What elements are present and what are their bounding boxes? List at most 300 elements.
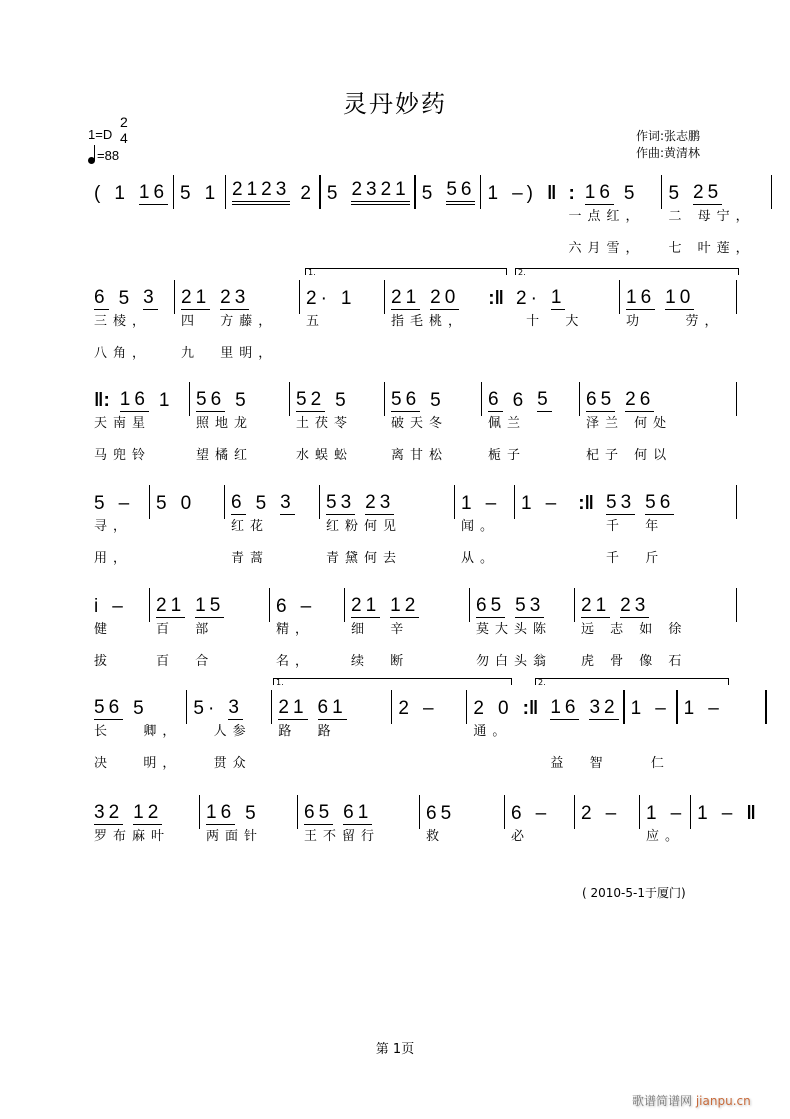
lyric-verse-1: 三棱，	[94, 314, 152, 329]
measure	[225, 485, 320, 567]
note-group: 5	[94, 493, 109, 514]
measure	[270, 588, 345, 670]
measure-notes	[521, 489, 594, 515]
note-group: 12	[133, 802, 163, 823]
note-group: 3	[280, 492, 295, 513]
measure	[691, 795, 762, 877]
note-group: –	[485, 493, 501, 514]
measure	[272, 690, 392, 772]
lyric-verse-2: 从。	[461, 551, 500, 566]
measure-notes	[94, 592, 144, 618]
measure	[187, 690, 272, 772]
note-group: 2	[473, 698, 488, 719]
volta-bracket	[305, 268, 507, 275]
note-group: 61	[343, 802, 373, 823]
lyric-verse-1: 天南星	[94, 416, 152, 431]
note-group: 61	[317, 697, 347, 718]
note-group: 1	[204, 183, 220, 204]
measure-notes	[94, 284, 169, 310]
lyric-verse-2	[304, 861, 414, 877]
barline-sign: :‖	[488, 288, 504, 309]
note-group: 1	[521, 493, 536, 514]
measure	[385, 382, 482, 464]
measure	[150, 485, 225, 567]
measure	[174, 175, 226, 257]
measure	[88, 280, 175, 362]
lyric-verse-1: 罗布麻叶	[94, 829, 171, 844]
note-group: 5	[421, 183, 437, 204]
note-group: 1	[158, 390, 174, 411]
lyric-verse-1: 救	[426, 829, 446, 844]
note-group: 5	[668, 183, 684, 204]
note-group: 16	[206, 802, 236, 823]
note-group: 2321	[351, 179, 409, 205]
measure-notes	[668, 179, 766, 205]
lyric-verse-2	[306, 346, 379, 362]
measure-notes	[488, 386, 574, 412]
note-group: –)	[512, 183, 537, 204]
note-group: 6	[488, 389, 503, 410]
page-number: 第 1页	[375, 1042, 415, 1057]
barline-sign: :‖	[578, 493, 594, 514]
measure-notes	[586, 386, 731, 412]
lyric-verse-2: 杞子 何以	[586, 448, 673, 463]
measure-notes	[304, 799, 414, 825]
note-group: 15	[195, 595, 225, 616]
measure-notes	[351, 592, 464, 618]
measure-notes	[550, 694, 618, 720]
lyric-verse-2	[327, 241, 410, 257]
note-group: 5	[118, 288, 134, 309]
note-group: 23	[620, 595, 650, 616]
note-group: 56	[645, 492, 675, 513]
note-group: 5·	[193, 698, 219, 719]
volta-label: 1.	[308, 268, 316, 277]
measure-notes	[326, 489, 449, 515]
lyric-verse-1: 五	[306, 314, 326, 329]
note-group: –	[721, 803, 737, 824]
note-group: 1	[487, 183, 503, 204]
note-group: 1	[114, 183, 129, 204]
measure	[200, 795, 298, 877]
measure-notes	[156, 489, 219, 515]
note-group: 65	[476, 595, 506, 616]
staff-row	[88, 795, 762, 877]
lyric-verse-2: 虎 骨 像 石	[581, 654, 688, 669]
measure	[510, 280, 620, 362]
note-group: 5	[335, 390, 350, 411]
staff-row	[88, 382, 737, 464]
measure	[321, 175, 416, 257]
note-group: 1	[630, 698, 646, 719]
measure	[562, 175, 662, 257]
lyric-verse-1	[156, 519, 219, 535]
note-group: 23	[220, 287, 250, 308]
measure	[88, 382, 190, 464]
lyric-verse-1: 土茯苓	[296, 416, 354, 431]
note-group: 2·	[306, 288, 331, 309]
measure	[580, 382, 737, 464]
measure	[298, 795, 420, 877]
lyric-verse-2	[487, 241, 556, 257]
lyric-verse-2	[626, 346, 731, 362]
lyric-verse-2	[581, 861, 634, 877]
volta-label: 2.	[538, 678, 546, 687]
staff-row	[88, 280, 737, 362]
note-group: 53	[515, 595, 545, 616]
measure-notes	[476, 592, 569, 618]
note-group: 21	[351, 595, 381, 616]
measure-notes	[581, 592, 731, 618]
note-group: 12	[390, 595, 420, 616]
note-group: 56	[446, 179, 475, 205]
note-group: 16	[138, 182, 169, 203]
lyric-verse-2	[232, 241, 315, 257]
measure-notes	[232, 179, 315, 205]
lyric-verse-1: 两面针	[206, 829, 264, 844]
lyric-verse-1: 寻，	[94, 519, 133, 534]
lyric-verse-1	[550, 724, 618, 740]
lyric-verse-1	[684, 724, 761, 740]
measure	[575, 588, 737, 670]
lyric-verse-2	[94, 861, 194, 877]
lyric-verse-1: 闻。	[461, 519, 500, 534]
note-group: 21	[181, 287, 211, 308]
note-group: –	[118, 493, 134, 514]
note-group: –	[670, 803, 686, 824]
lyric-verse-1: 细 辛	[351, 622, 410, 637]
lyric-verse-1	[521, 519, 594, 535]
lyric-verse-2: 栀子	[488, 448, 527, 463]
lyric-verse-1	[180, 209, 220, 225]
note-group: –	[708, 698, 723, 719]
lyric-verse-2: 名，	[276, 654, 315, 669]
measure-notes	[626, 284, 731, 310]
lyric-verse-1: 王不留行	[304, 829, 381, 844]
lyric-verse-1: 指毛桃，	[391, 314, 468, 329]
time-signature-top: 2	[120, 114, 128, 130]
lyric-verse-1: 红粉何见	[326, 519, 403, 534]
note-group: 20	[430, 287, 460, 308]
note-group: 16	[626, 287, 656, 308]
note-group: 21	[581, 595, 611, 616]
note-group: 26	[625, 389, 655, 410]
lyric-verse-1: 佩兰	[488, 416, 527, 431]
measure	[88, 795, 200, 877]
measure-notes	[296, 386, 379, 412]
note-group: 16	[584, 182, 614, 203]
lyric-verse-1	[327, 209, 410, 225]
measure	[175, 280, 300, 362]
measure	[88, 485, 150, 567]
tempo-marking	[88, 148, 119, 163]
note-group: 32	[589, 697, 619, 718]
volta-bracket	[535, 678, 729, 685]
lyric-verse-2: 用，	[94, 551, 133, 566]
measure-notes	[196, 386, 284, 412]
measure	[600, 485, 737, 567]
volta-bracket	[515, 268, 739, 275]
note-group: 2	[581, 803, 596, 824]
note-group: (	[94, 183, 105, 204]
note-group: 56	[94, 697, 124, 718]
staff-row	[88, 690, 767, 772]
measure-notes	[193, 694, 266, 720]
note-group: 6	[231, 492, 246, 513]
note-group: 1	[697, 803, 712, 824]
measure-notes	[156, 592, 264, 618]
barline-sign: ‖	[746, 803, 756, 824]
lyric-verse-2: 水蜈蚣	[296, 448, 354, 463]
measure-notes	[180, 179, 220, 205]
lyric-verse-1	[697, 829, 756, 845]
lyric-verse-2	[278, 756, 386, 772]
measure-notes	[487, 179, 556, 205]
measure	[385, 280, 510, 362]
note-group: 65	[426, 803, 456, 824]
lyric-verse-2: 青蒿	[231, 551, 270, 566]
note-group: –	[655, 698, 670, 719]
lyric-verse-2: 千 斤	[606, 551, 665, 566]
lyric-verse-1: 长 卿，	[94, 724, 182, 739]
measure-notes	[391, 386, 476, 412]
measure	[505, 795, 575, 877]
measure	[88, 588, 150, 670]
note-group: 53	[326, 492, 356, 513]
note-group: 21	[156, 595, 186, 616]
note-group: 16	[550, 697, 580, 718]
lyric-verse-1: 红花	[231, 519, 270, 534]
measure	[392, 690, 467, 772]
lyric-verse-1: 应。	[646, 829, 685, 844]
lyric-verse-2: 勿白头翁	[476, 654, 553, 669]
measure-notes	[391, 284, 504, 310]
measure	[150, 588, 270, 670]
measure	[678, 690, 767, 772]
lyric-verse-2	[473, 756, 538, 772]
note-group: 5	[537, 389, 552, 410]
measure	[467, 690, 544, 772]
measure	[515, 485, 600, 567]
lyric-verse-1: 破天冬	[391, 416, 449, 431]
lyric-verse-1: 通。	[473, 724, 512, 739]
lyric-verse-2: 八角，	[94, 346, 152, 361]
composition-date: ( 2010-5-1于厦门)	[582, 886, 686, 900]
time-signature-bottom: 4	[120, 130, 128, 146]
measure-notes	[94, 386, 184, 412]
lyric-verse-2	[521, 551, 594, 567]
lyric-verse-1: 四 方藤，	[181, 314, 278, 329]
lyric-verse-1	[94, 209, 168, 225]
note-group: 2	[300, 183, 315, 204]
note-group: 2123	[232, 179, 290, 205]
measure-notes	[278, 694, 386, 720]
note-group: 53	[606, 492, 636, 513]
lyric-verse-2: 贯众	[193, 756, 252, 771]
measure	[482, 382, 580, 464]
lyric-verse-2: 百 合	[156, 654, 215, 669]
measure-notes	[646, 799, 685, 825]
lyric-verse-2: 决 明，	[94, 756, 182, 771]
lyric-verse-2	[684, 756, 761, 772]
lyric-verse-2	[426, 861, 499, 877]
note-group: 0	[180, 493, 196, 514]
lyric-verse-1	[631, 724, 672, 740]
note-group: –	[545, 493, 561, 514]
measure-notes	[631, 694, 672, 720]
measure	[320, 485, 455, 567]
measure	[226, 175, 321, 257]
repeat-start-sign: :	[568, 183, 575, 204]
barline-sign: :‖	[522, 698, 539, 719]
key-signature: 1=D	[88, 127, 113, 142]
measure	[470, 588, 575, 670]
measure	[420, 795, 505, 877]
credits	[636, 128, 700, 162]
measure	[455, 485, 515, 567]
measure-notes	[568, 179, 656, 205]
lyric-verse-1: 莫大头陈	[476, 622, 553, 637]
measure-notes	[94, 179, 168, 205]
measure-notes	[276, 592, 339, 618]
watermark-text: 歌谱简谱网	[632, 1094, 693, 1108]
note-group: 1	[646, 803, 661, 824]
measure-notes	[231, 489, 314, 515]
volta-bracket	[273, 678, 512, 685]
measure	[575, 795, 640, 877]
measure-notes	[606, 489, 731, 515]
lyric-verse-1: 远 志 如 徐	[581, 622, 688, 637]
barline-sign: ‖	[546, 183, 557, 204]
lyric-verse-2: 离甘松	[391, 448, 449, 463]
composer: 作曲:黄清林	[636, 146, 701, 160]
note-group: 21	[391, 287, 421, 308]
measure-notes	[473, 694, 538, 720]
note-group: –	[112, 596, 127, 617]
measure	[190, 382, 290, 464]
note-group: 2·	[516, 288, 541, 309]
volta-label: 2.	[518, 268, 526, 277]
tempo-value: =88	[97, 148, 120, 163]
lyric-verse-1: 必	[511, 829, 531, 844]
lyric-verse-1: 百 部	[156, 622, 215, 637]
watermark-domain: jianpu.cn	[695, 1094, 751, 1108]
measure	[620, 280, 737, 362]
measure-notes	[94, 694, 181, 720]
note-group: 6	[512, 390, 528, 411]
note-group: 21	[278, 697, 308, 718]
time-signature	[120, 114, 128, 146]
measure-notes	[684, 694, 761, 720]
measure-notes	[461, 489, 509, 515]
note-group: 0	[497, 698, 513, 719]
measure	[290, 382, 385, 464]
note-group: 52	[296, 389, 326, 410]
note-group: 6	[276, 596, 291, 617]
note-group: 10	[665, 287, 695, 308]
measure-notes	[398, 694, 461, 720]
lyric-verse-2	[511, 861, 569, 877]
note-group: 25	[693, 182, 723, 203]
measure-notes	[511, 799, 569, 825]
lyric-verse-2	[398, 756, 461, 772]
lyric-verse-1: 路 路	[278, 724, 337, 739]
note-group: –	[535, 803, 551, 824]
staff-row	[88, 588, 737, 670]
note-group: i	[94, 596, 103, 617]
lyric-verse-1: 一点红，	[568, 209, 645, 224]
measure-notes	[206, 799, 292, 825]
measure	[640, 795, 691, 877]
lyric-verse-2	[94, 241, 168, 257]
measure-notes	[94, 799, 194, 825]
lyric-verse-1: 泽兰 何处	[586, 416, 673, 431]
lyric-verse-2	[646, 861, 685, 877]
note-group: 5	[255, 493, 271, 514]
note-group: 1	[683, 698, 699, 719]
measure-notes	[697, 799, 756, 825]
staff-row	[88, 485, 737, 567]
lyric-verse-2: 续 断	[351, 654, 410, 669]
staff-row	[88, 175, 772, 257]
measure	[481, 175, 562, 257]
note-group: 5	[235, 390, 250, 411]
lyric-verse-2: 青黛何去	[326, 551, 403, 566]
note-group: 1	[550, 287, 566, 308]
note-group: 65	[586, 389, 616, 410]
note-group: 65	[304, 802, 334, 823]
lyric-verse-2	[206, 861, 292, 877]
measure	[544, 690, 624, 772]
measure	[345, 588, 470, 670]
measure	[300, 280, 385, 362]
lyric-verse-2	[156, 551, 219, 567]
note-group: 1	[340, 288, 356, 309]
lyric-verse-1: 十 大	[516, 314, 585, 329]
note-group: 6	[94, 287, 109, 308]
note-group: 23	[365, 492, 395, 513]
note-group: 5	[156, 493, 171, 514]
lyric-verse-2	[391, 346, 504, 362]
note-group: 3	[228, 697, 243, 718]
measure	[416, 175, 482, 257]
note-group: 5	[245, 803, 260, 824]
lyric-verse-2: 仁	[630, 756, 670, 771]
note-group: 5	[326, 183, 342, 204]
measure-notes	[426, 799, 499, 825]
lyric-verse-2: 望橘红	[196, 448, 254, 463]
note-group: –	[300, 596, 316, 617]
note-group: 5	[623, 183, 639, 204]
lyric-verse-2: 马兜铃	[94, 448, 152, 463]
lyric-verse-2: 九 里明，	[181, 346, 278, 361]
note-group: 56	[391, 389, 421, 410]
lyric-verse-2	[180, 241, 220, 257]
note-group: 3	[143, 287, 158, 308]
lyric-verse-2	[516, 346, 614, 362]
lyric-verse-2: 益 智	[550, 756, 609, 771]
song-title: 灵丹妙药	[343, 90, 447, 118]
repeat-start-sign: ‖:	[94, 390, 110, 411]
lyric-verse-1: 精，	[276, 622, 315, 637]
lyric-verse-2	[697, 861, 756, 877]
note-group: 16	[119, 389, 149, 410]
lyric-verse-1	[232, 209, 315, 225]
measure	[88, 175, 174, 257]
measure	[662, 175, 772, 257]
measure-notes	[581, 799, 634, 825]
note-group: 32	[94, 802, 124, 823]
